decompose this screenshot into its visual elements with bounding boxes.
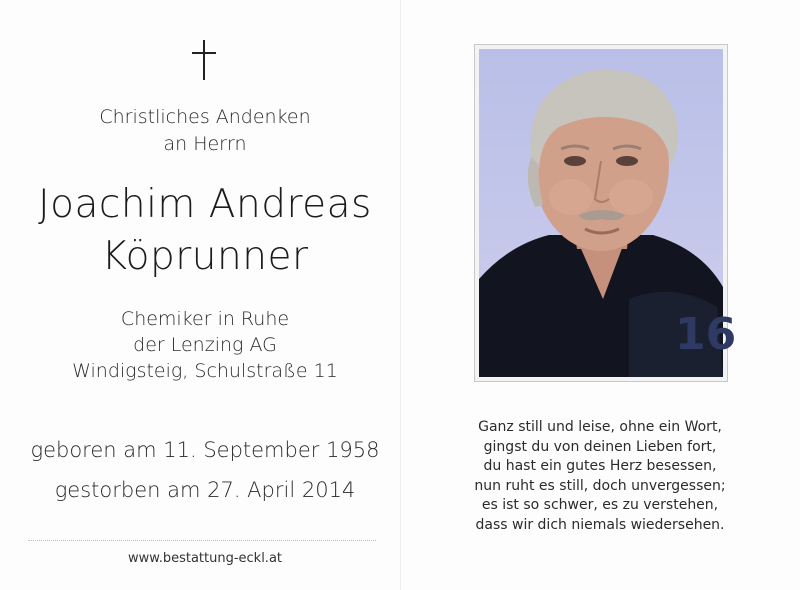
website-link[interactable]: www.bestattung-eckl.at [127, 551, 283, 566]
poem-line-6: dass wir dich niemals wiedersehen. [475, 516, 725, 533]
poem [438, 418, 762, 536]
address-line: Windigsteig, Schulstraße 11 [72, 360, 338, 382]
poem-line-5: es ist so schwer, es zu verstehen, [481, 497, 719, 514]
poem-line-1: Ganz still und leise, ohne ein Wort, [478, 419, 722, 435]
portrait-photo [479, 49, 737, 377]
name-last: Köprunner [101, 234, 309, 279]
death-date: gestorben am 27. April 2014 [54, 478, 356, 502]
intro-line-2: an Herrn [163, 133, 247, 155]
poem-line-3: du hast ein gutes Herz besessen, [483, 458, 717, 475]
portrait-frame [474, 44, 737, 382]
poem-line-4: nun ruht es still, doch unvergessen; [474, 477, 726, 494]
occupation-line-2: der Lenzing AG [133, 334, 277, 356]
dotted-divider [28, 540, 376, 541]
dates-block [0, 430, 410, 510]
cross-icon [186, 40, 222, 80]
poem-line-2: gingst du von deinen Lieben fort, [483, 438, 717, 455]
intro-text [0, 104, 410, 158]
intro-line-1: Christliches Andenken [99, 106, 311, 128]
shirt-number: 16 [675, 309, 737, 360]
occupation-line-1: Chemiker in Ruhe [120, 308, 290, 330]
occupation-block [0, 306, 410, 384]
birth-date: geboren am 11. September 1958 [30, 438, 380, 462]
name-first: Joachim Andreas [38, 182, 372, 227]
